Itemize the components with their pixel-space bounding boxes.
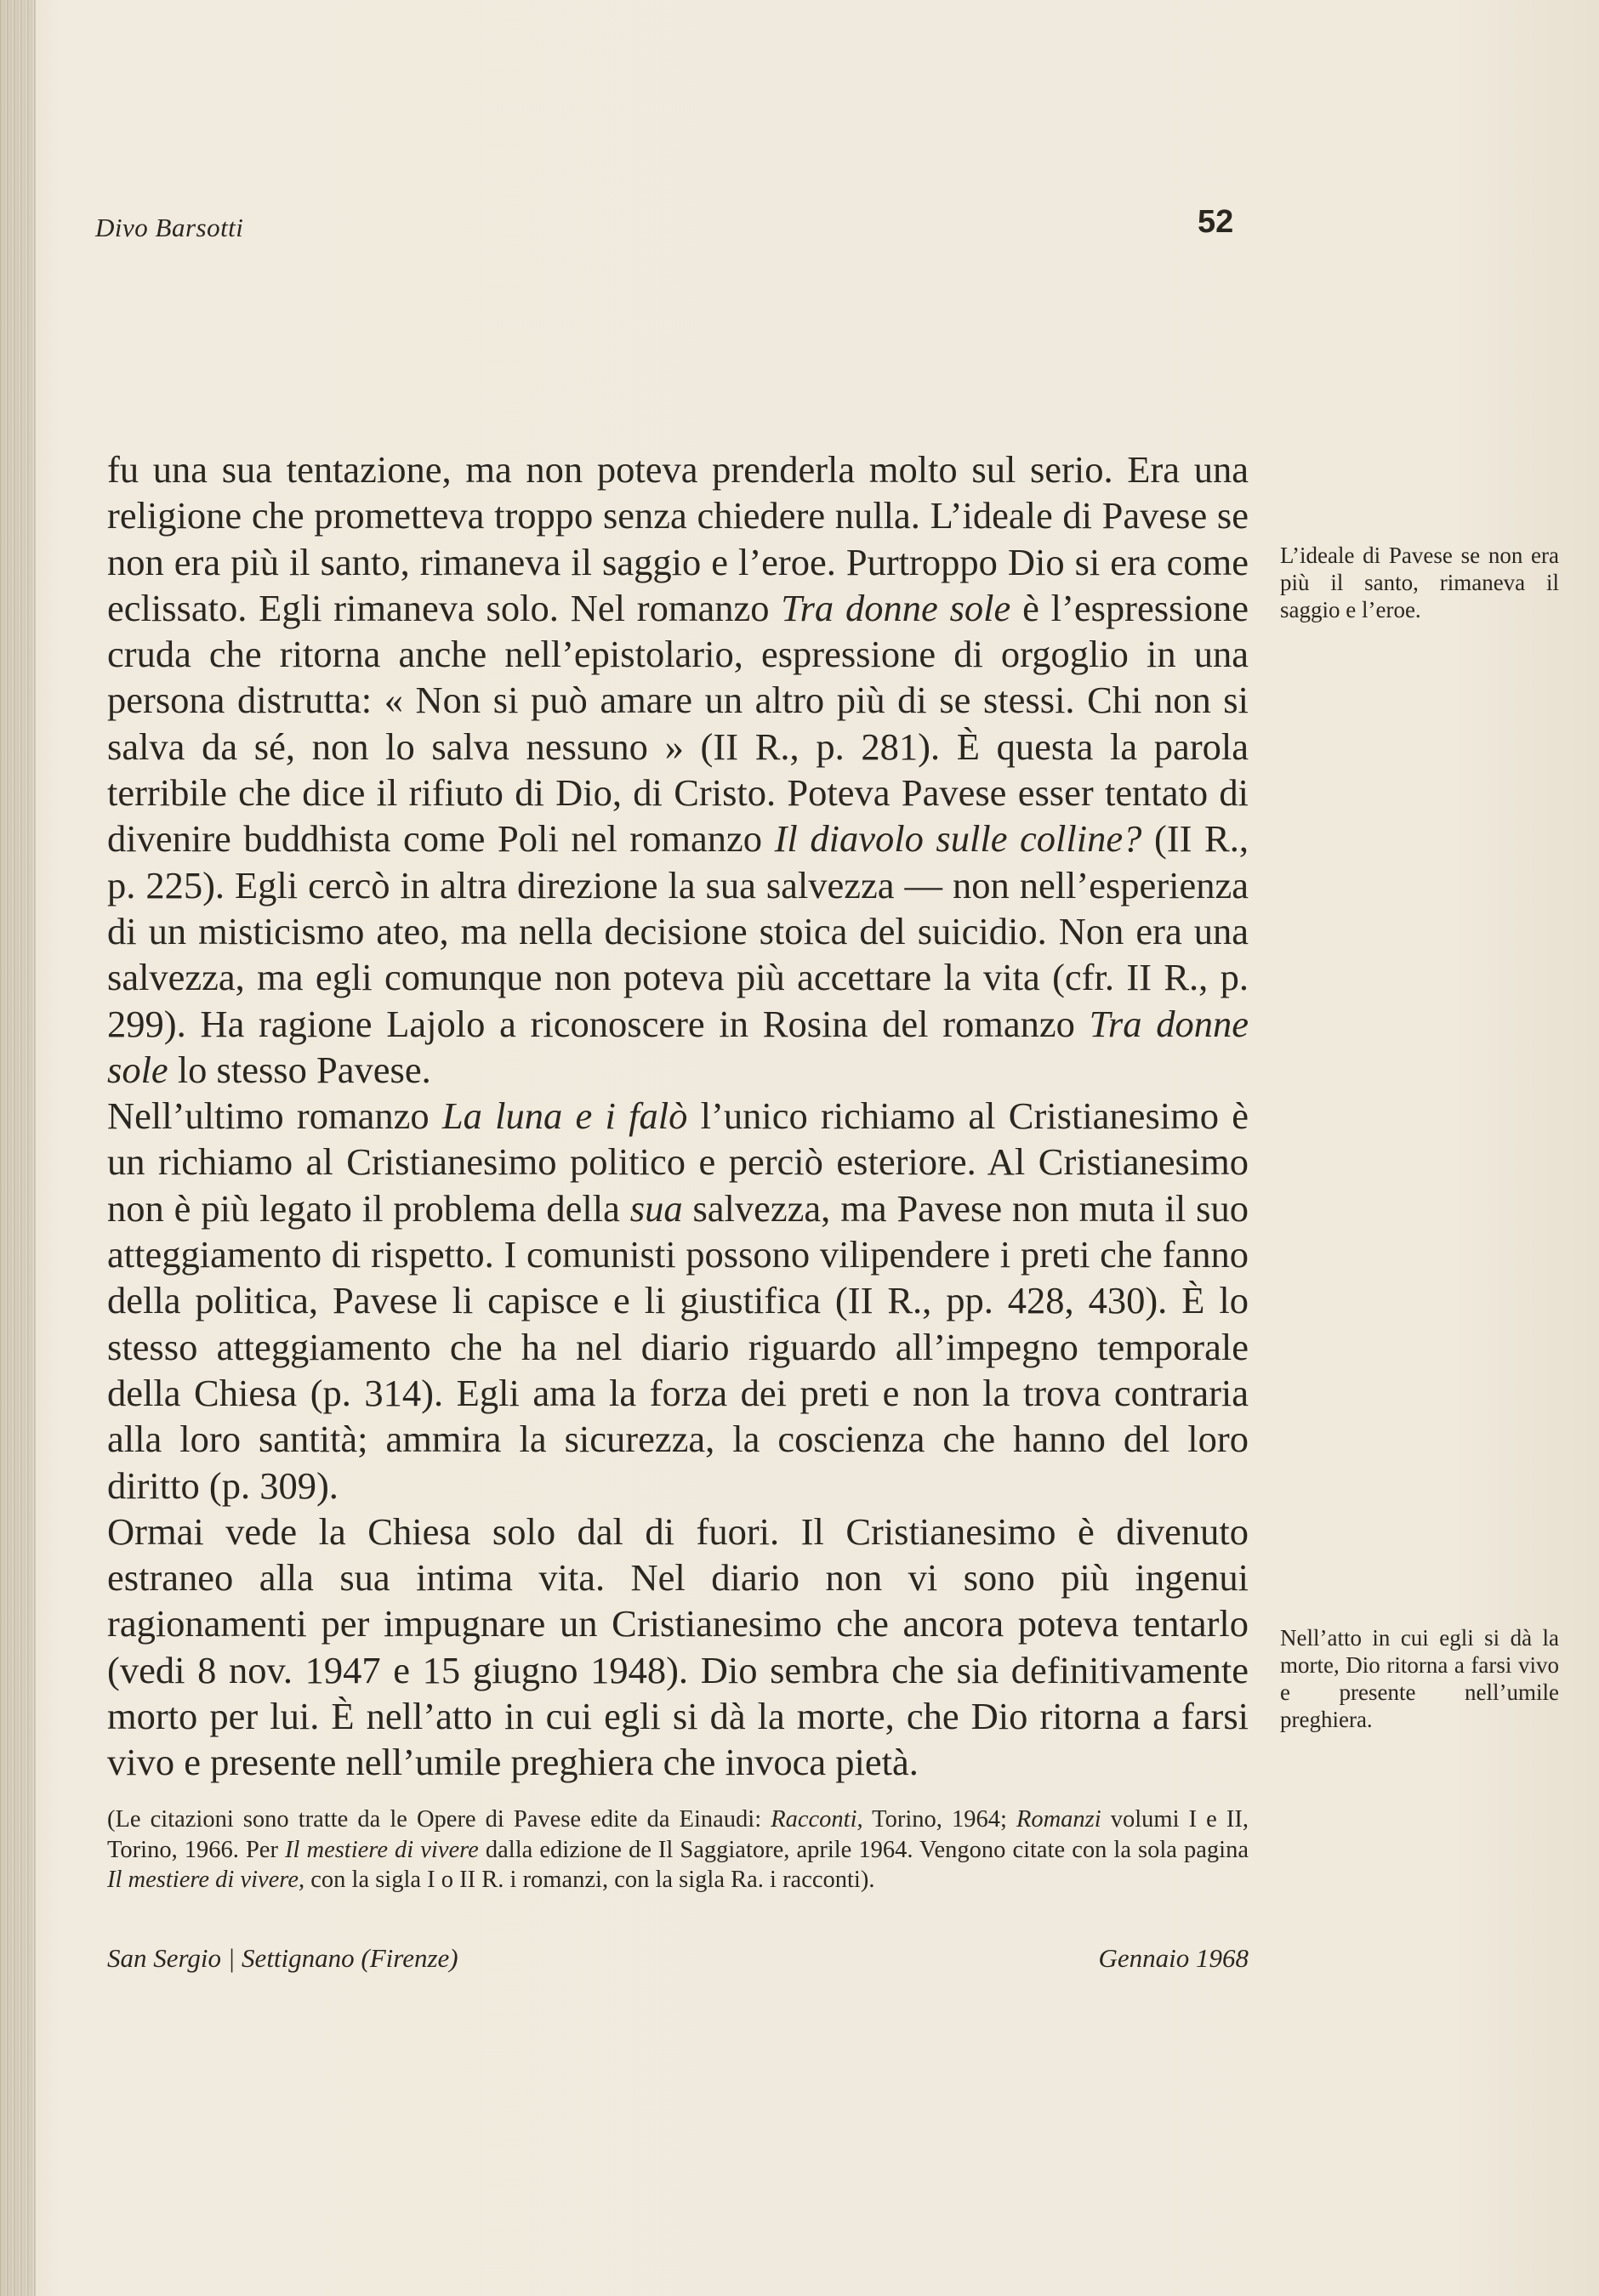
footnote-run-7: Il mestiere di vivere,	[107, 1867, 305, 1893]
footnote-run-2: Torino, 1964;	[862, 1806, 1016, 1833]
paragraph-2-run-4: salvezza, ma Pavese non muta il suo atteggiamento di rispetto. I comunisti possono vilipendere i preti che fanno della politica, Pavese li capisce e li giustifica (II R., pp. 428, 430). È lo stesso atteggiamento che ha nel diario riguardo all’impegno temporale della Chiesa (p. 314). Egli ama la forza dei preti e non la trova contraria alla loro santità; ammira la sicurezza, la coscienza che hanno del loro diritto (p. 309).	[107, 1186, 1249, 1507]
paragraph-1	[107, 446, 1249, 1093]
closing-date: Gennaio 1968	[1098, 1943, 1249, 1973]
footnote-run-5: Il mestiere di vivere	[285, 1836, 479, 1863]
closing-line	[107, 1943, 1249, 1974]
paragraph-1-run-1: Tra donne sole	[781, 586, 1011, 629]
paragraph-2	[107, 1093, 1249, 1509]
paragraph-1-run-2: è l’espressione cruda che ritorna anche nell’epistolario, espressione di orgoglio in una persona distrutta: « Non si può amare un altro più di se stessi. Chi non si salva da sé, non lo salva nessuno » (II R., p. 281). È questa la parola terribile che dice il rifiuto di Dio, di Cristo. Poteva Pavese esser tentato di divenire buddhista come Poli nel romanzo	[107, 586, 1249, 861]
paragraph-3-run-0: Ormai vede la Chiesa solo dal di fuori. Il Cristianesimo è divenuto estraneo alla sua intima vita. Nel diario non vi sono più ingenui ragionamenti per impugnare un Cristianesimo che ancora poteva tentarlo (vedi 8 nov. 1947 e 15 giugno 1948). Dio sembra che sia definitivamente morto per lui. È nell’atto in cui egli si dà la morte, che Dio ritorna a farsi vivo e presente nell’umile preghiera che invoca pietà.	[107, 1509, 1249, 1784]
paragraph-1-run-5: Tra donne sole	[107, 1002, 1249, 1091]
paragraph-2-run-0: Nell’ultimo romanzo	[107, 1094, 442, 1138]
paragraph-2-run-3: sua	[629, 1186, 683, 1230]
footnote-run-6: dalla edizione de Il Saggiatore, aprile 1964. Vengono citate con la sola pagina	[478, 1836, 1249, 1863]
paragraph-1-run-4: (II R., p. 225). Egli cercò in altra direzione la sua salvezza — non nell’esperienza di un misticismo ateo, ma nella decisione stoica del suicidio. Non era una salvezza, ma egli comunque non poteva più accettare la vita (cfr. II R., p. 299). Ha ragione Lajolo a riconoscere in Rosina del romanzo	[107, 817, 1249, 1045]
footnote-run-3: Romanzi	[1016, 1806, 1101, 1833]
paragraph-3	[107, 1509, 1249, 1786]
paragraph-2-run-2: l’unico richiamo al Cristianesimo è un richiamo al Cristianesimo politico e perciò esteriore. Al Cristianesimo non è più legato il problema della	[107, 1094, 1249, 1230]
page-number: 52	[1198, 204, 1234, 240]
book-gutter	[0, 0, 36, 2296]
running-head-author: Divo Barsotti	[95, 213, 244, 242]
footnote-run-8: con la sigla I o II R. i romanzi, con la sigla Ra. i racconti).	[304, 1867, 875, 1893]
footnote-run-4: volumi I e II, Torino, 1966. Per	[107, 1806, 1249, 1863]
paragraph-1-run-6: lo stesso Pavese.	[168, 1048, 431, 1091]
footnote-run-1: Racconti,	[771, 1806, 863, 1833]
paragraph-2-run-1: La luna e i falò	[441, 1094, 688, 1138]
footnote-citations	[107, 1804, 1249, 1895]
paragraph-1-run-0: fu una sua tentazione, ma non poteva prenderla molto sul serio. Era una religione che prometteva troppo senza chiedere nulla. L’ideale di Pavese se non era più il santo, rimaneva il saggio e l’eroe. Purtroppo Dio si era come eclissato. Egli rimaneva solo. Nel romanzo	[107, 448, 1249, 629]
paragraph-1-run-3: Il diavolo sulle colline?	[774, 817, 1142, 861]
closing-place: San Sergio | Settignano (Firenze)	[107, 1943, 458, 1973]
footnote-run-0: (Le citazioni sono tratte da le Opere di Pavese edite da Einaudi:	[107, 1806, 771, 1833]
margin-note-2: Nell’atto in cui egli si dà la morte, Dio ritorna a farsi vivo e presente nell’umile preghiera.	[1280, 1625, 1559, 1732]
margin-note-1: L’ideale di Pavese se non era più il santo, rimaneva il saggio e l’eroe.	[1280, 543, 1559, 622]
main-text	[107, 446, 1249, 1786]
